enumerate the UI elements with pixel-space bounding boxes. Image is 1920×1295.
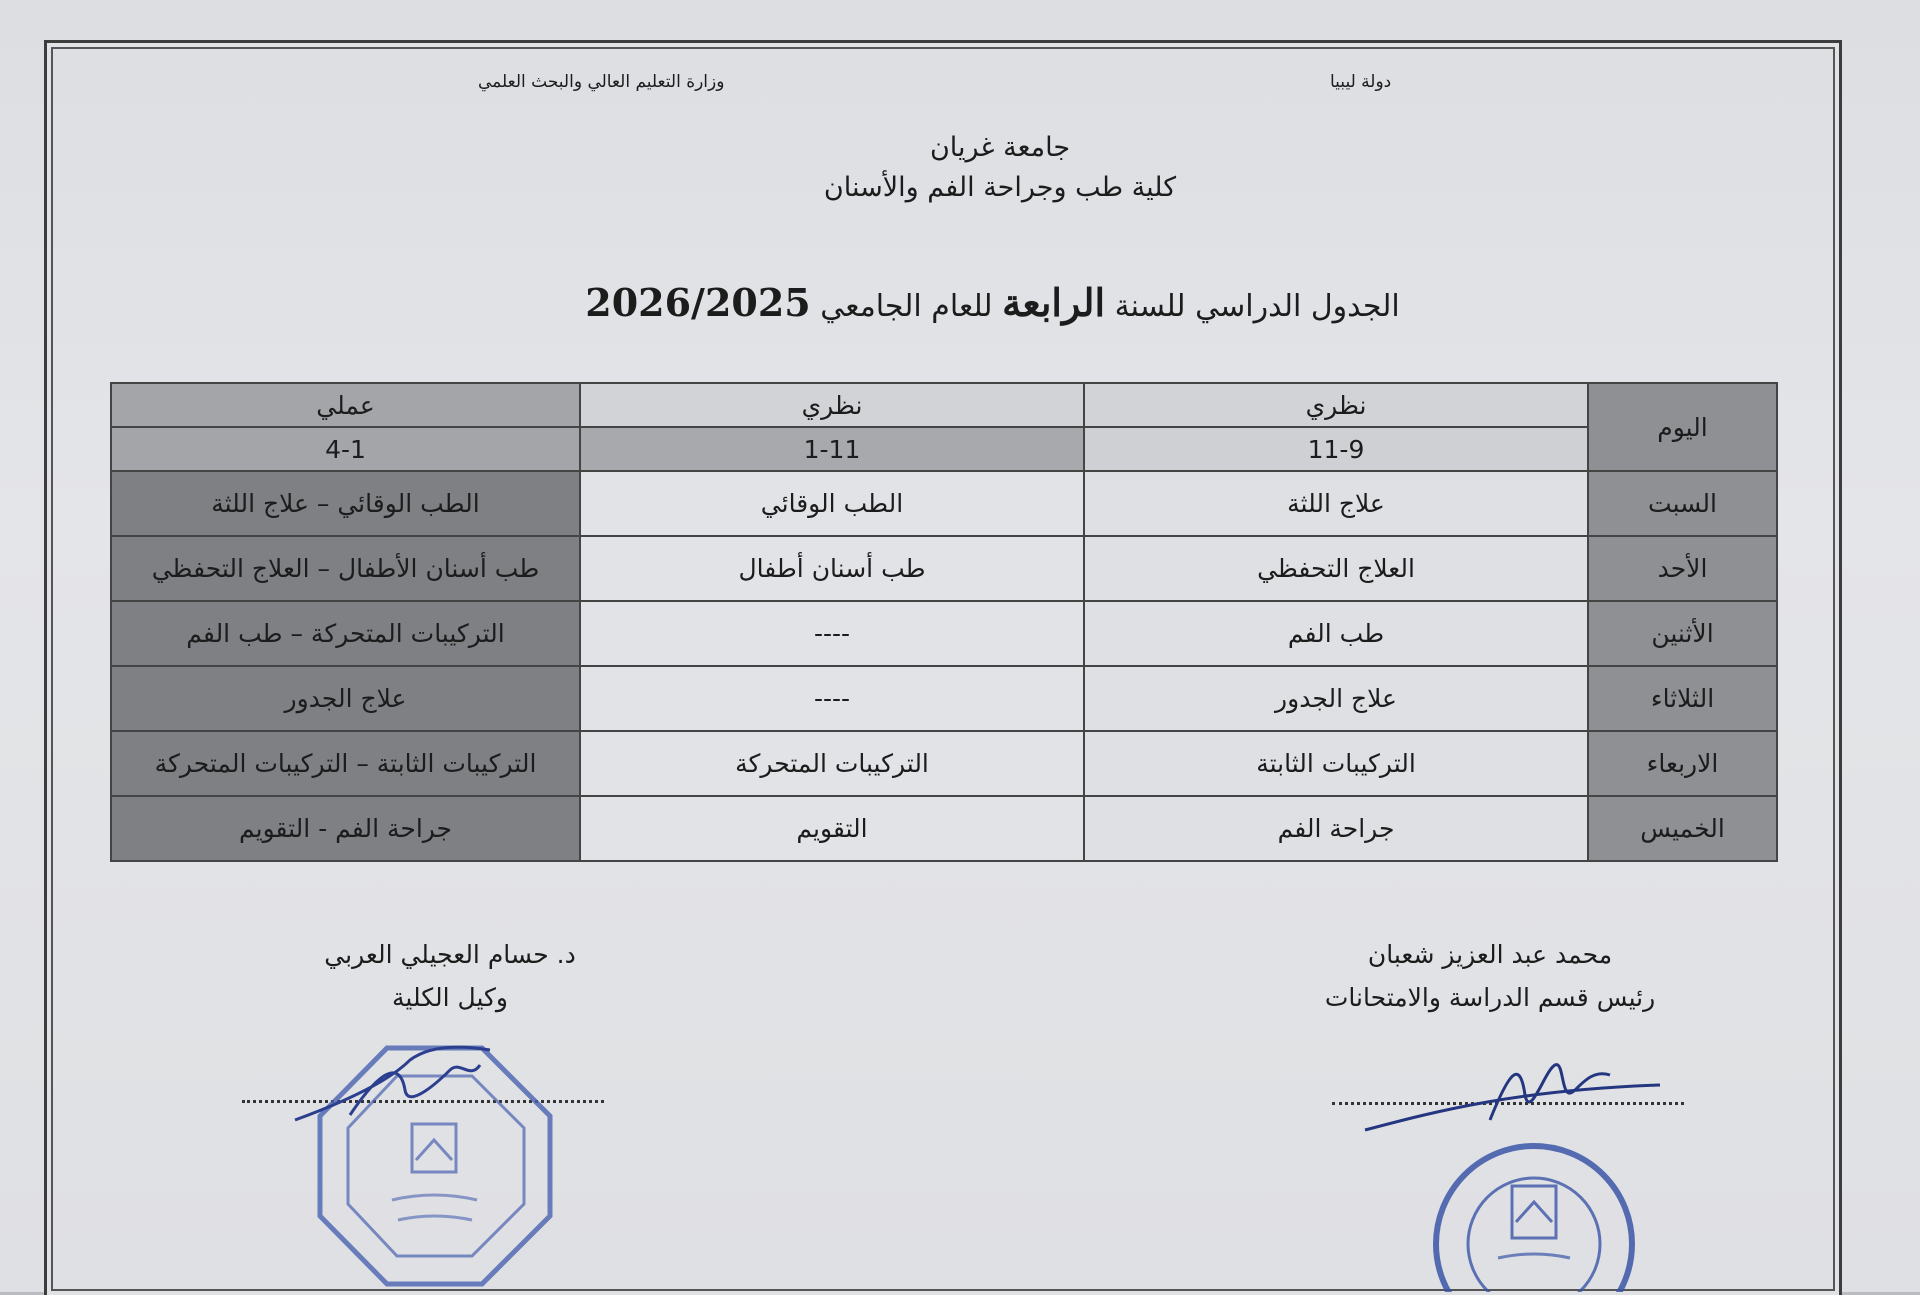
table-cell: طب الفم — [1084, 601, 1588, 666]
table-cell: طب أسنان أطفال — [580, 536, 1084, 601]
column-type-1: نظري — [1084, 383, 1588, 427]
table-row — [111, 536, 1777, 601]
table-row — [111, 796, 1777, 861]
column-time-2: 1-11 — [580, 427, 1084, 471]
signatory-role-left: وكيل الكلية — [392, 983, 508, 1012]
table-row — [111, 601, 1777, 666]
country-label: دولة ليبيا — [1330, 72, 1392, 92]
day-cell: الثلاثاء — [1588, 666, 1777, 731]
signatory-role-right: رئيس قسم الدراسة والامتحانات — [1324, 983, 1656, 1012]
table-cell: التركيبات الثابتة – التركيبات المتحركة — [111, 731, 580, 796]
header-row-type — [111, 383, 1777, 427]
table-cell: علاج الجدور — [111, 666, 580, 731]
header-row-time — [111, 427, 1777, 471]
title-suffix: للعام الجامعي — [810, 289, 1003, 324]
day-header: اليوم — [1588, 383, 1777, 471]
ministry-label: وزارة التعليم العالي والبحث العلمي — [478, 72, 725, 92]
signature-line-left — [242, 1100, 604, 1103]
table-row — [111, 666, 1777, 731]
table-cell: التركيبات المتحركة – طب الفم — [111, 601, 580, 666]
table-cell: التقويم — [580, 796, 1084, 861]
title-year-word: الرابعة — [1002, 280, 1106, 325]
column-type-3: عملي — [111, 383, 580, 427]
table-cell: ---- — [580, 666, 1084, 731]
table-row — [111, 731, 1777, 796]
table-cell: علاج الجدور — [1084, 666, 1588, 731]
signatory-name-right: محمد عبد العزيز شعبان — [1367, 940, 1613, 969]
title-prefix: الجدول الدراسي للسنة — [1105, 289, 1400, 324]
signature-block-right — [1280, 940, 1700, 1012]
schedule-title — [0, 280, 1920, 325]
table-cell: الطب الوقائي — [580, 471, 1084, 536]
table-cell: التركيبات الثابتة — [1084, 731, 1588, 796]
table-cell: علاج اللثة — [1084, 471, 1588, 536]
table-cell: طب أسنان الأطفال – العلاج التحفظي — [111, 536, 580, 601]
faculty-name: كلية طب وجراحة الفم والأسنان — [823, 172, 1177, 203]
day-cell: السبت — [1588, 471, 1777, 536]
table-row — [111, 471, 1777, 536]
table-cell: العلاج التحفظي — [1084, 536, 1588, 601]
table-cell: ---- — [580, 601, 1084, 666]
day-cell: الأثنين — [1588, 601, 1777, 666]
column-type-2: نظري — [580, 383, 1084, 427]
day-cell: الخميس — [1588, 796, 1777, 861]
table-cell: الطب الوقائي – علاج اللثة — [111, 471, 580, 536]
day-cell: الاربعاء — [1588, 731, 1777, 796]
column-time-3: 4-1 — [111, 427, 580, 471]
table-cell: جراحة الفم - التقويم — [111, 796, 580, 861]
column-time-1: 11-9 — [1084, 427, 1588, 471]
schedule-table — [110, 382, 1778, 862]
day-cell: الأحد — [1588, 536, 1777, 601]
table-cell: جراحة الفم — [1084, 796, 1588, 861]
table-cell: التركيبات المتحركة — [580, 731, 1084, 796]
university-name: جامعة غريان — [929, 132, 1071, 163]
signatory-name-left: د. حسام العجيلي العربي — [324, 940, 576, 969]
signature-block-left — [260, 940, 640, 1012]
signature-line-right — [1332, 1102, 1684, 1105]
title-academic-year: 2026/2025 — [585, 280, 811, 325]
